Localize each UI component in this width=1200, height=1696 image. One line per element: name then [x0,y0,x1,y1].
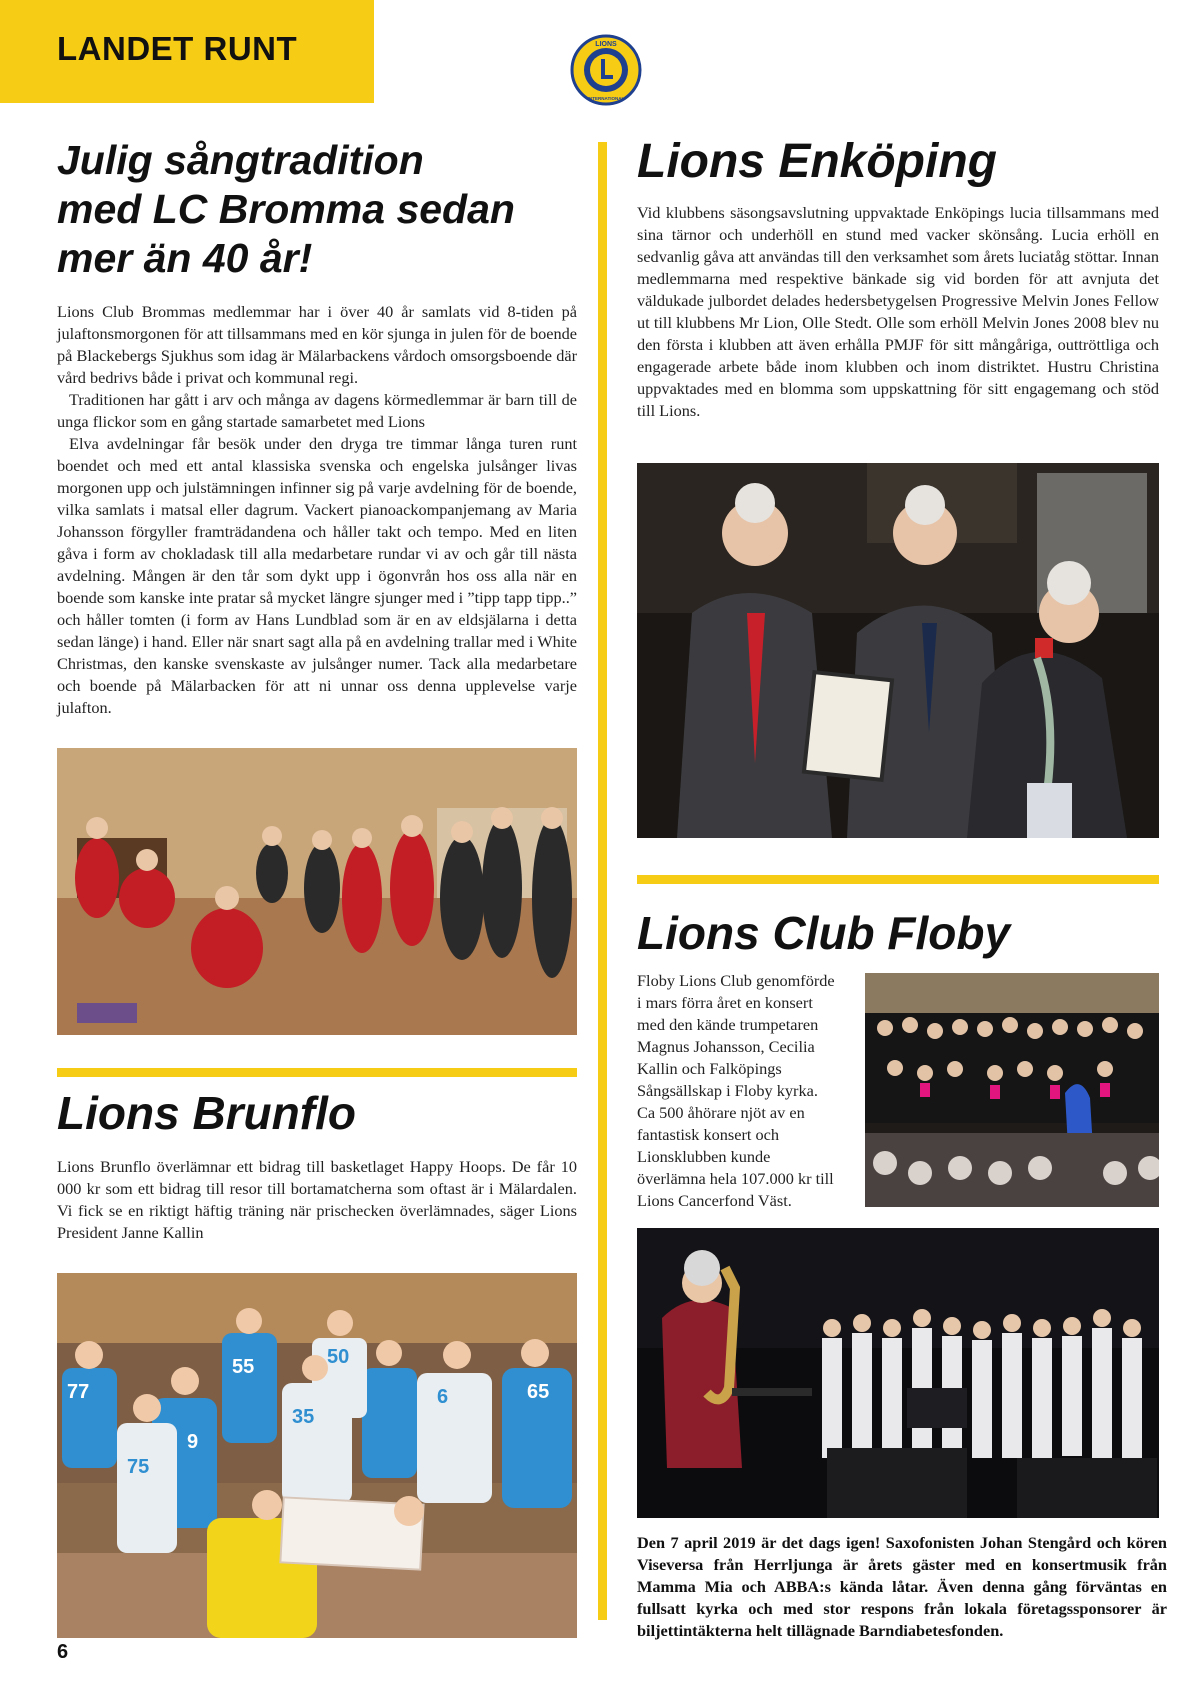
brunflo-article [57,1087,577,1244]
bromma-article [57,136,577,719]
jersey-number: 65 [527,1381,550,1403]
floby-title: Lions Club Floby [637,907,1011,959]
jersey-number: 75 [127,1456,150,1478]
floby-title-wrap [637,907,1159,959]
page-number: 6 [57,1641,69,1663]
logo-top-text: LIONS [595,41,617,48]
brunflo-team-photo [57,1273,577,1638]
floby-body-wrap [637,970,837,1212]
brunflo-body: Lions Brunflo överlämnar ett bidrag till basketlaget Happy Hoops. De får 10 000 kr som ett bidrag till resor till bortamatcherna som oftast är i Mälardalen. Vi fick se en riktigt häftig träning när prischecken överlämnades, säger Lions President Janne Kallin [57,1157,577,1242]
bromma-body [57,301,577,719]
jersey-number: 50 [327,1346,350,1368]
enkoping-title: Lions Enköping [637,135,997,188]
bromma-paragraph: Traditionen har gått i arv och många av dagens körmedlemmar är barn till de unga flickor som en gång startade samarbetet med Lions [57,390,577,431]
brunflo-title: Lions Brunflo [57,1087,356,1139]
logo-bottom-text: INTERNATIONAL [587,96,625,101]
brunflo-rule [57,1068,577,1077]
section-label: LANDET RUNT [57,30,298,67]
column-divider [598,142,607,1620]
bromma-paragraph: Elva avdelningar får besök under den dryga tre timmar långa turen runt boendet och med ett antal klassiska svenska och engelska julsånger livas morgonen upp och julstämningen infinner sig på varje avdelning för de boende, vilka samlats i matsal eller dagrum. Vackert pianoackompanjemang av Maria Johansson förgyller framträdandena och håller takt och tempo. Med en liten gåva i form av chokladask till alla medarbetare rundar vi av och går till nästa avdelning. Mången är den tår som dykt upp i ögonvrån hos oss alla när en boende som kanske inte pratar så mycket längre sjunger med i ”tipp tapp tipp..” och håller tomten (i form av Hans Lundblad som är en av eldsjälarna i detta sedan länge) i hand. Eller när snart sagt alla på en avdelning trallar med i White Christmas, den kanske svenskaste av julsånger numer. Tack alla medarbetare och boende på Mälarbacken för att ni unnar oss denna upplevelse varje julafton. [57,434,577,717]
floby-choir-photo [865,973,1159,1207]
floby-rule [637,875,1159,884]
jersey-number: 35 [292,1406,315,1428]
floby-caption: Den 7 april 2019 är det dags igen! Saxofonisten Johan Stengård och kören Viseversa från Herrljunga är årets gäster med en konsertmusik från Mamma Mia och ABBA:s kända låtar. Även denna gång förväntas en fullsatt kyrka och med stor respons från lokala företagssponsorer är biljettintäkterna helt tillägnade Barndiabetesfonden. [637,1533,1167,1640]
floby-caption-wrap [637,1532,1167,1642]
jersey-number: 55 [232,1356,255,1378]
enkoping-article [637,135,1159,422]
lions-logo [570,34,642,106]
enkoping-award-photo [637,463,1159,838]
lions-logo-icon [570,34,642,106]
bromma-title: Julig sångtradition med LC Bromma sedan mer än 40 år! [57,137,515,281]
bromma-paragraph: Lions Club Brommas medlemmar har i över 40 år samlats vid 8-tiden på julaftonsmorgonen för att tillsammans med en kör sjunga in julen för de boende på Blackebergs Sjukhus som idag är Mälarbackens vårdoch omsorgsboende där vård bedrivs både i privat och kommunal regi. [57,302,577,387]
jersey-number: 77 [67,1381,90,1403]
enkoping-body: Vid klubbens säsongsavslutning uppvaktade Enköpings lucia tillsammans med sina tärnor och underhöll en stund med vacker skönsång. Lucia erhöll en sedvanlig gåva att användas till den verksamhet som årets luciatåg stöttar. Innan medlemmarna med respektive bänkade sig vid borden för att avnjuta det väldukade julbordet delades hedersbetygelsen Progressive Melvin Jones Fellow ut till klubbens Mr Lion, Olle Stedt. Olle som erhöll Melvin Jones 2008 blev nu den första i klubben att även erhålla PMJF för sitt mångåriga, outtröttliga och engagerade arbete både inom klubben och inom distriktet. Hustru Christina uppvaktades med en blomma som uppskattning för sitt engagemang och stöd till Lions. [637,203,1159,420]
jersey-number: 9 [187,1431,199,1453]
floby-concert-photo [637,1228,1159,1518]
jersey-number: 6 [437,1386,449,1408]
bromma-choir-photo [57,748,577,1035]
section-tab [0,0,374,103]
floby-body: Floby Lions Club genomförde i mars förra året en konsert med den kände trumpetaren Magnus Johansson, Cecilia Kallin och Falköpings Sångsällskap i Floby kyrka. Ca 500 åhörare njöt av en fantastisk konsert och Lionsklubben kunde överlämna hela 107.000 kr till Lions Cancerfond Väst. [637,971,835,1210]
